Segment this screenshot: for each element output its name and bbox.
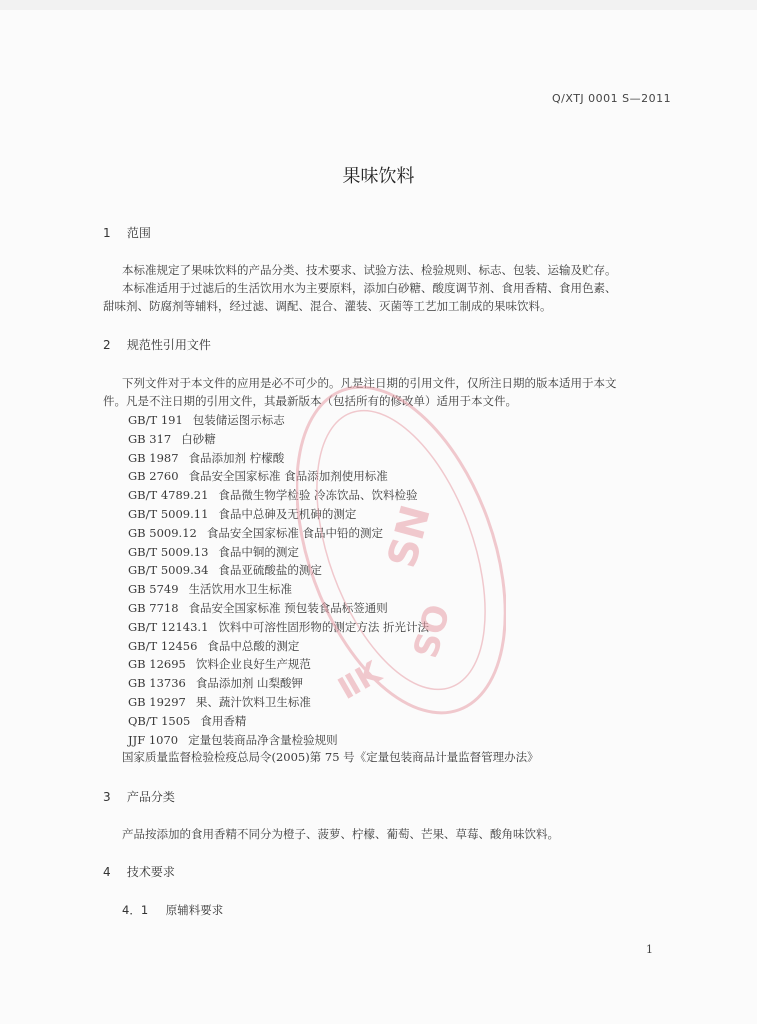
reference-code: GB 7718 [128, 600, 179, 615]
scope-paragraph-2-line-2: 甜味剂、防腐剂等辅料，经过滤、调配、混合、灌装、灭菌等工艺加工制成的果味饮料。 [103, 299, 552, 313]
reference-code: GB/T 191 [128, 413, 183, 427]
reference-code: GB/T 12143.1 [128, 619, 209, 634]
reference-code: GB 317 [128, 431, 172, 446]
reference-name: 饮料中可溶性固形物的测定方法 折光计法 [218, 619, 430, 634]
reference-name: 食品安全国家标准 食品中铅的测定 [206, 525, 384, 540]
svg-text:SO: SO [406, 600, 459, 663]
reference-name: 食品亚硫酸盐的测定 [218, 563, 322, 578]
list-item [128, 731, 429, 750]
reference-name: 食品添加剂 山梨酸钾 [195, 676, 304, 691]
refs-intro-line-2: 件。凡是不注日期的引用文件，其最新版本（包括所有的修改单）适用于本文件。 [103, 394, 517, 408]
reference-name: 食品中总酸的测定 [207, 638, 300, 653]
scope-paragraph-2-line-1: 本标准适用于过滤后的生活饮用水为主要原料，添加白砂糖、酸度调节剂、食用香精、食用色素、 [122, 281, 617, 295]
list-item [128, 637, 429, 656]
reference-name: 食品安全国家标准 预包装食品标签通则 [188, 600, 388, 615]
subsection-title: 原辅料要求 [165, 903, 224, 917]
list-item [128, 693, 429, 712]
reference-code: GB 19297 [128, 694, 186, 709]
reference-name: 食品中总砷及无机砷的测定 [218, 506, 357, 521]
section-number: 4 [103, 865, 111, 879]
reference-name: 定量包装商品净含量检验规则 [188, 732, 338, 747]
decree-reference: 国家质量监督检验检疫总局令(2005)第 75 号《定量包装商品计量监督管理办法》 [122, 750, 539, 764]
scope-paragraph-1: 本标准规定了果味饮料的产品分类、技术要求、试验方法、检验规则、标志、包装、运输及贮存。 [122, 263, 617, 277]
reference-code: GB/T 5009.34 [128, 563, 209, 578]
reference-name: 食用香精 [200, 713, 247, 728]
reference-code: QB/T 1505 [128, 713, 191, 728]
section-2-heading [103, 336, 211, 353]
list-item [128, 674, 429, 693]
section-number: 2 [103, 338, 111, 352]
list-item [128, 712, 429, 731]
refs-intro-line-1: 下列文件对于本文件的应用是必不可少的。凡是注日期的引用文件，仅所注日期的版本适用于本文 [122, 376, 617, 390]
svg-text:SN: SN [379, 500, 440, 573]
list-item [128, 580, 429, 599]
list-item [128, 505, 429, 524]
list-item [128, 599, 429, 618]
reference-name: 白砂糖 [181, 431, 216, 446]
list-item [128, 486, 429, 505]
list-item [128, 411, 429, 430]
section-3-heading [103, 788, 175, 805]
list-item [128, 543, 429, 562]
section-title: 范围 [126, 226, 151, 240]
reference-name: 食品中铜的测定 [218, 544, 299, 559]
reference-name: 食品微生物学检验 冷冻饮品、饮料检验 [218, 488, 418, 503]
reference-code: GB 2760 [128, 469, 179, 484]
reference-name: 食品添加剂 柠檬酸 [188, 450, 285, 465]
document-code: Q/XTJ 0001 S—2011 [552, 92, 672, 105]
reference-name: 食品安全国家标准 食品添加剂使用标准 [188, 469, 388, 484]
subsection-4-1-heading [122, 902, 223, 918]
section-4-heading [103, 863, 175, 880]
section-1-heading [103, 224, 151, 241]
reference-code: GB/T 5009.13 [128, 544, 209, 559]
subsection-number: 4．1 [122, 903, 149, 917]
list-item [128, 467, 429, 486]
list-item [128, 430, 429, 449]
reference-code: GB 12695 [128, 657, 186, 672]
reference-code: GB 13736 [128, 676, 186, 691]
list-item [128, 449, 429, 468]
list-item [128, 524, 429, 543]
reference-code: GB/T 4789.21 [128, 488, 209, 503]
reference-code: GB/T 12456 [128, 638, 198, 653]
section-title: 规范性引用文件 [126, 338, 211, 352]
page-number: 1 [646, 943, 653, 956]
reference-code: GB/T 5009.11 [128, 506, 209, 521]
reference-name: 包装储运图示标志 [192, 413, 285, 427]
svg-text:ⅡK: ⅡK [332, 655, 388, 707]
reference-code: GB 5749 [128, 582, 179, 597]
document-title: 果味饮料 [342, 166, 415, 187]
reference-code: JJF 1070 [128, 732, 179, 747]
section-number: 3 [103, 790, 111, 804]
reference-name: 饮料企业良好生产规范 [195, 657, 311, 672]
reference-code: GB 5009.12 [128, 525, 197, 540]
reference-list [128, 411, 429, 749]
section-title: 技术要求 [126, 865, 175, 879]
section-title: 产品分类 [126, 790, 175, 804]
reference-name: 生活饮用水卫生标准 [188, 582, 293, 597]
list-item [128, 655, 429, 674]
classification-paragraph: 产品按添加的食用香精不同分为橙子、菠萝、柠檬、葡萄、芒果、草莓、酸角味饮料。 [122, 827, 559, 841]
reference-code: GB 1987 [128, 450, 179, 465]
reference-name: 果、蔬汁饮料卫生标准 [195, 694, 311, 709]
list-item [128, 618, 429, 637]
list-item [128, 561, 429, 580]
section-number: 1 [103, 226, 111, 240]
